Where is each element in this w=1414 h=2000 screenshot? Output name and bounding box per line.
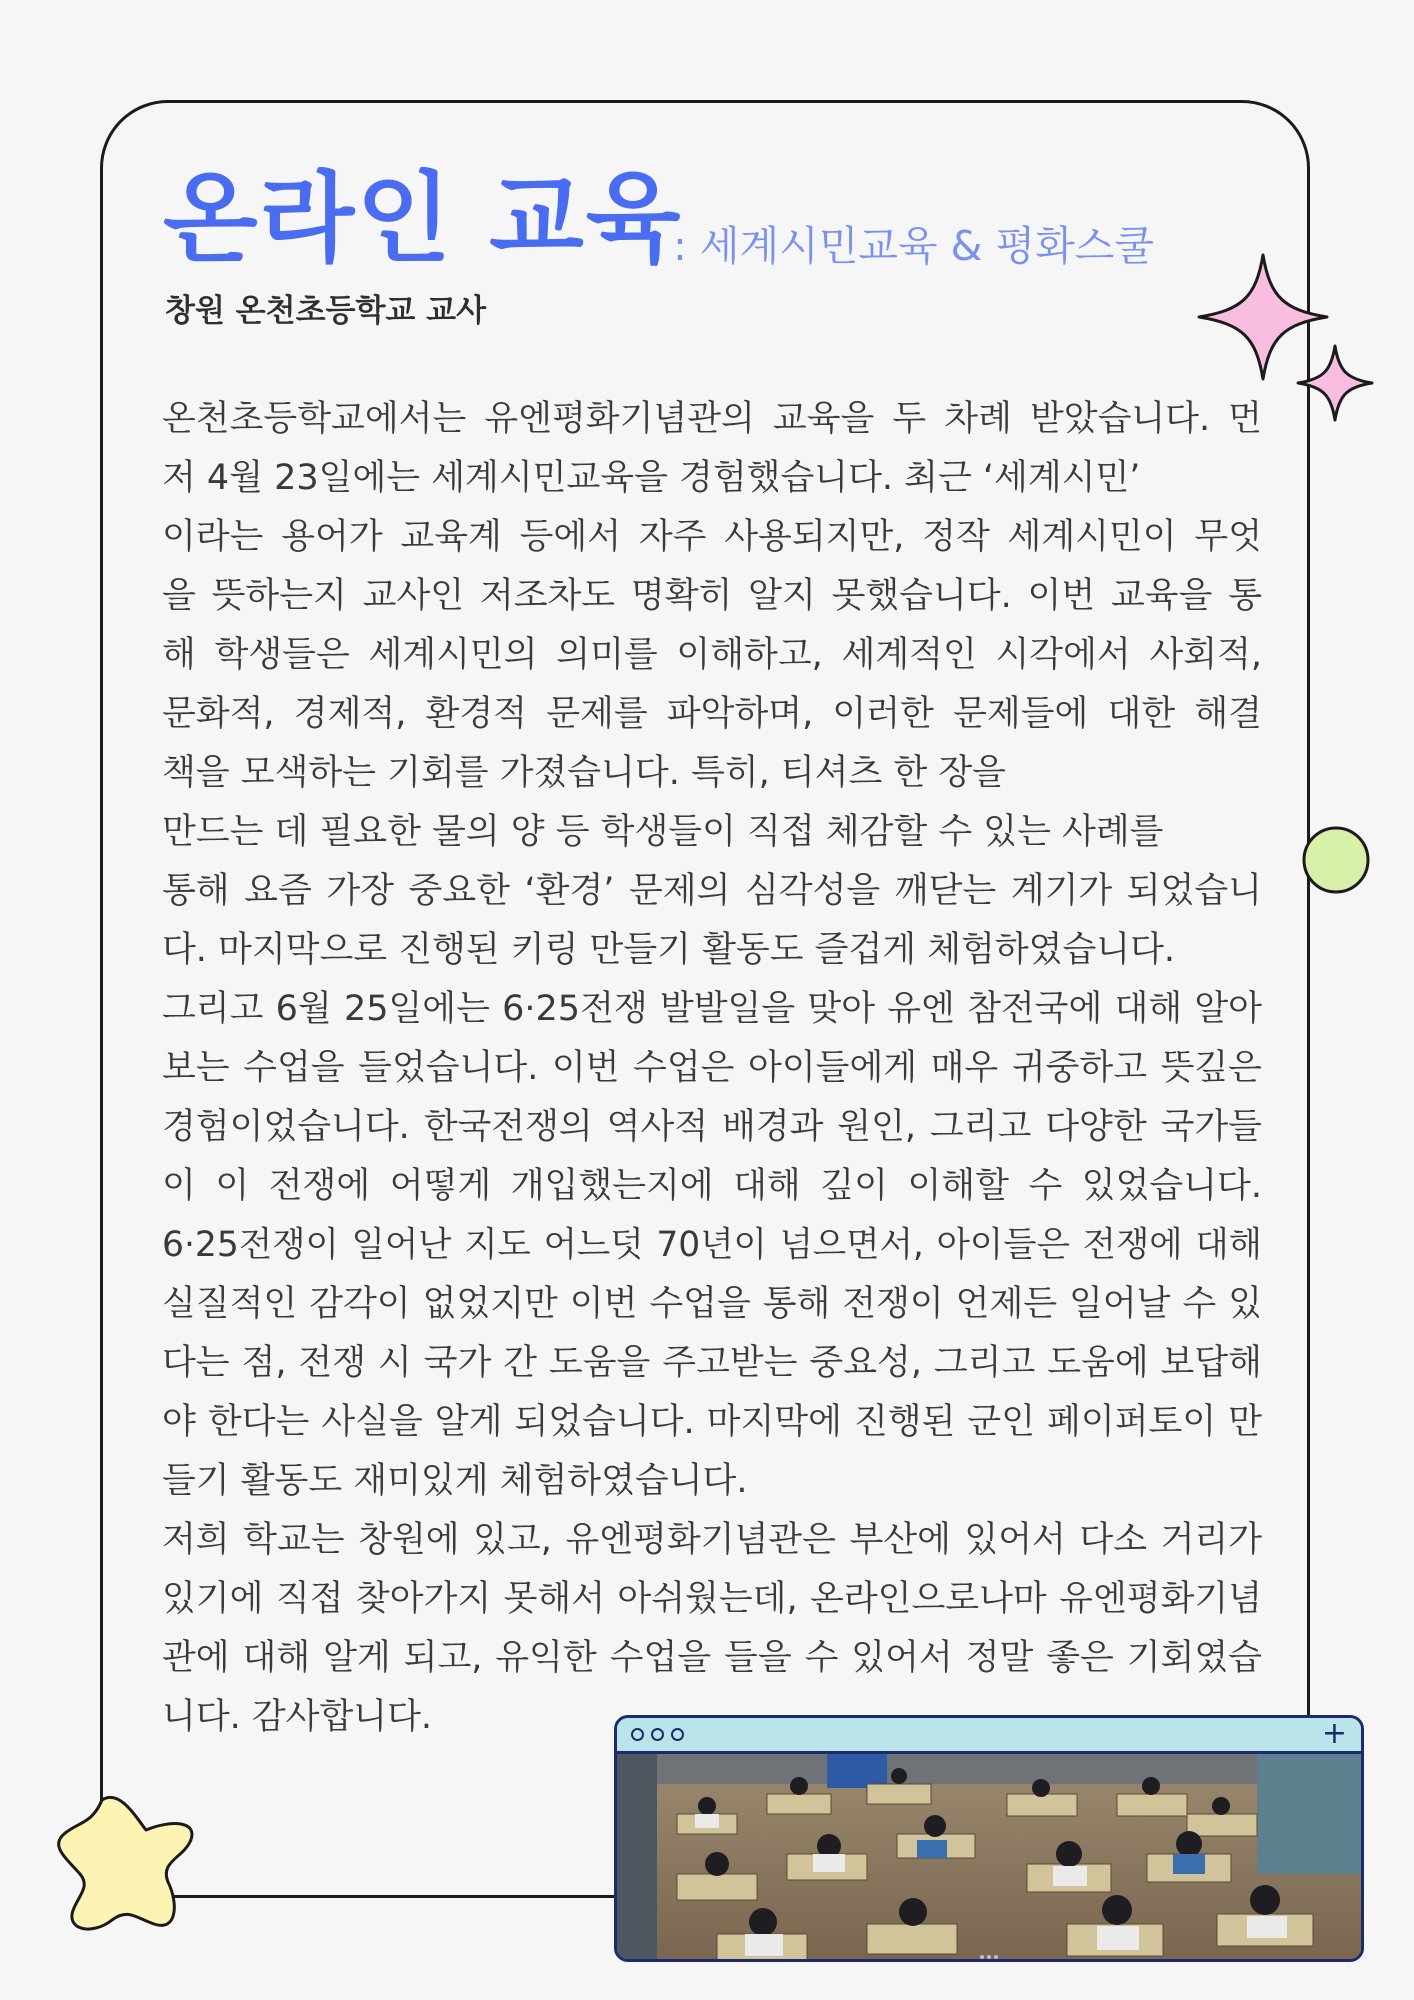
article-line: 이라는 용어가 교육계 등에서 자주 사용되지만, 정작 세계시민이 무엇 bbox=[162, 517, 1262, 557]
article-line: 해 학생들은 세계시민의 의미를 이해하고, 세계적인 시각에서 사회적, bbox=[162, 635, 1262, 675]
article-line: 니다. 감사합니다. bbox=[162, 1697, 433, 1737]
article-line: 다는 점, 전쟁 시 국가 간 도움을 주고받는 중요성, 그리고 도움에 보답해 bbox=[162, 1343, 1262, 1383]
plus-icon[interactable]: + bbox=[1321, 1716, 1347, 1751]
article-line: 야 한다는 사실을 알게 되었습니다. 마지막에 진행된 군인 페이퍼토이 만 bbox=[162, 1402, 1262, 1442]
photo-window bbox=[614, 1715, 1364, 1962]
classroom-photo bbox=[617, 1754, 1361, 1962]
article-line: 저 4월 23일에는 세계시민교육을 경험했습니다. 최근 ‘세계시민’ bbox=[162, 458, 1141, 498]
article-line: 있기에 직접 찾아가지 못해서 아쉬웠는데, 온라인으로나마 유엔평화기념 bbox=[162, 1579, 1262, 1619]
article-line: 통해 요즘 가장 중요한 ‘환경’ 문제의 심각성을 깨닫는 계기가 되었습니 bbox=[162, 871, 1262, 911]
article-line: 보는 수업을 들었습니다. 이번 수업은 아이들에게 매우 귀중하고 뜻깊은 bbox=[162, 1048, 1262, 1088]
window-dot-icon[interactable] bbox=[671, 1728, 684, 1741]
article-body bbox=[162, 390, 1262, 1747]
sparkle-small-icon bbox=[1295, 343, 1375, 423]
window-dot-icon[interactable] bbox=[651, 1728, 664, 1741]
article-line: 문화적, 경제적, 환경적 문제를 파악하며, 이러한 문제들에 대한 해결 bbox=[162, 694, 1262, 734]
circle-icon bbox=[1301, 825, 1371, 895]
article-line: 만드는 데 필요한 물의 양 등 학생들이 직접 체감할 수 있는 사례를 bbox=[162, 812, 1164, 852]
article-line: 관에 대해 알게 되고, 유익한 수업을 들을 수 있어서 정말 좋은 기회였습 bbox=[162, 1638, 1262, 1678]
star-blob-icon bbox=[50, 1790, 210, 1940]
author-line: 창원 온천초등학교 교사 bbox=[165, 293, 487, 329]
article-line: 을 뜻하는지 교사인 저조차도 명확히 알지 못했습니다. 이번 교육을 통 bbox=[162, 576, 1262, 616]
window-dot-icon[interactable] bbox=[631, 1728, 644, 1741]
page-title: 온라인 교육 bbox=[163, 162, 683, 276]
article-line: 6·25전쟁이 일어난 지도 어느덧 70년이 넘으면서, 아이들은 전쟁에 대해 bbox=[162, 1225, 1262, 1265]
article-line: 그리고 6월 25일에는 6·25전쟁 발발일을 맞아 유엔 참전국에 대해 알아 bbox=[162, 989, 1262, 1029]
article-line: 들기 활동도 재미있게 체험하였습니다. bbox=[162, 1461, 748, 1501]
article-line: 이 이 전쟁에 어떻게 개입했는지에 대해 깊이 이해할 수 있었습니다. bbox=[162, 1166, 1262, 1206]
page-subtitle: : 세계시민교육 & 평화스쿨 bbox=[660, 222, 1154, 270]
article-line: 실질적인 감각이 없었지만 이번 수업을 통해 전쟁이 언제든 일어날 수 있 bbox=[162, 1284, 1262, 1324]
article-line: 다. 마지막으로 진행된 키링 만들기 활동도 즐겁게 체험하였습니다. bbox=[162, 930, 1176, 970]
article-line: 온천초등학교에서는 유엔평화기념관의 교육을 두 차례 받았습니다. 먼 bbox=[162, 399, 1262, 439]
article-line: 저희 학교는 창원에 있고, 유엔평화기념관은 부산에 있어서 다소 거리가 bbox=[162, 1520, 1262, 1560]
window-title-bar bbox=[617, 1718, 1361, 1754]
article-line: 책을 모색하는 기회를 가졌습니다. 특히, 티셔츠 한 장을 bbox=[162, 753, 1006, 793]
article-line: 경험이었습니다. 한국전쟁의 역사적 배경과 원인, 그리고 다양한 국가들 bbox=[162, 1107, 1262, 1147]
